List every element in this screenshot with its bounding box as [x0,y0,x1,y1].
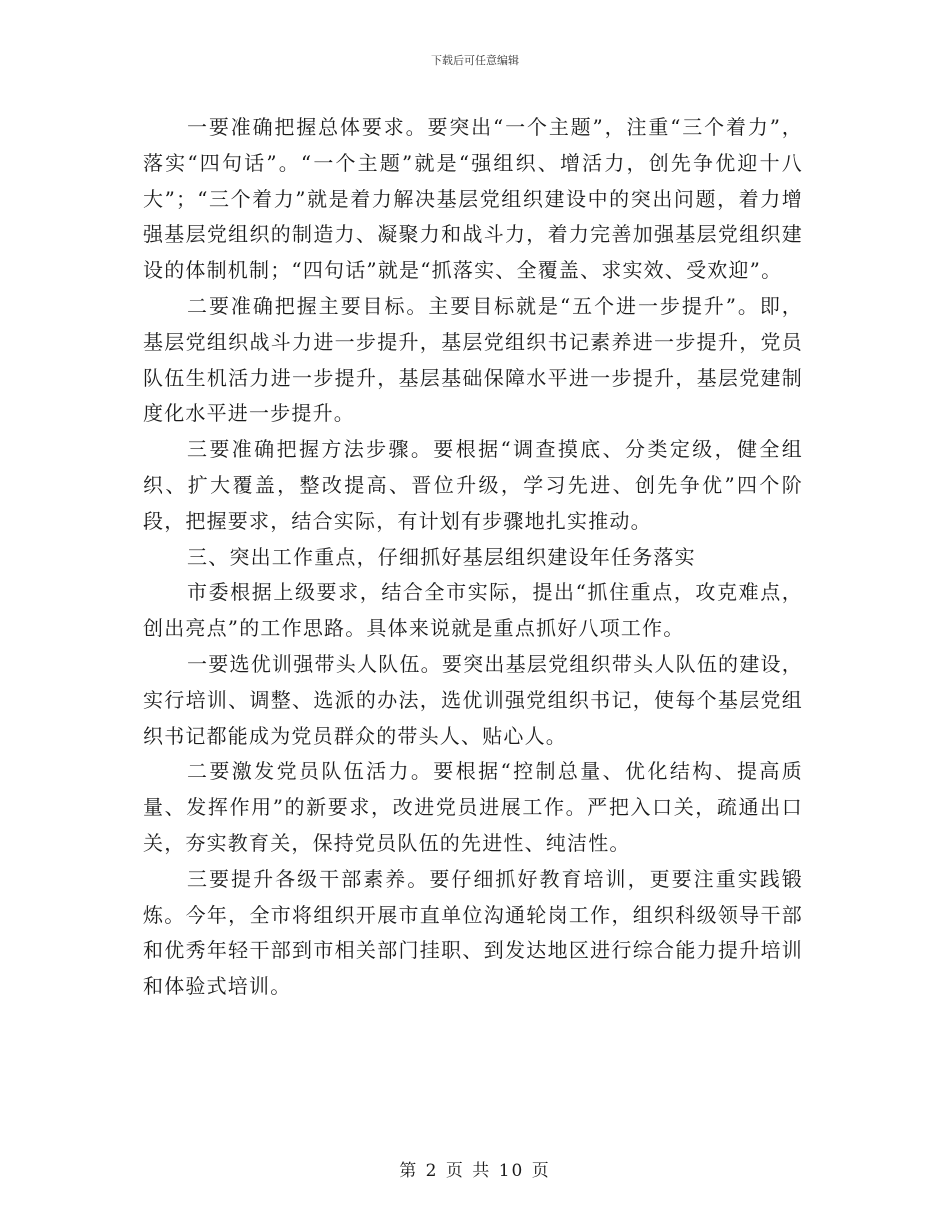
document-body [143,110,803,1005]
paragraph-3: 三要准确把握方法步骤。要根据“调查摸底、分类定级，健全组织、扩大覆盖，整改提高、晋位升级，学习先进、创先争优”四个阶段，把握要求，结合实际，有计划有步骤地扎实推动。 [143,437,803,533]
paragraph-7: 三要提升各级干部素养。要仔细抓好教育培训，更要注重实践锻炼。今年，全市将组织开展市直单位沟通轮岗工作，组织科级领导干部和优秀年轻干部到市相关部门挂职、到发达地区进行综合能力提升培训和体验式培训。 [143,866,803,999]
paragraph-4: 市委根据上级要求，结合全市实际，提出“抓住重点，攻克难点，创出亮点”的工作思路。具体来说就是重点抓好八项工作。 [143,580,803,641]
page-header: 下载后可任意编辑 [431,54,519,67]
section-heading: 三、突出工作重点，仔细抓好基层组织建设年任务落实 [187,544,696,569]
paragraph-5: 一要选优训强带头人队伍。要突出基层党组织带头人队伍的建设，实行培训、调整、选派的办法，选优训强党组织书记，使每个基层党组织书记都能成为党员群众的带头人、贴心人。 [143,651,803,748]
page-number: 第 2 页 共 10 页 [399,1161,551,1181]
paragraph-1: 一要准确把握总体要求。要突出“一个主题”，注重“三个着力”，落实“四句话”。“一个主题”就是“强组织、增活力，创先争优迎十八大”；“三个着力”就是着力解决基层党组织建设中的突出问题，着力增强基层党组织的制造力、凝聚力和战斗力，着力完善加强基层党组织建设的体制机制；“四句话”就是“抓落实、全覆盖、求实效、受欢迎”。 [143,115,803,283]
paragraph-2: 二要准确把握主要目标。主要目标就是“五个进一步提升”。即，基层党组织战斗力进一步提升，基层党组织书记素养进一步提升，党员队伍生机活力进一步提升，基层基础保障水平进一步提升，基层党建制度化水平进一步提升。 [143,293,803,426]
paragraph-6: 二要激发党员队伍活力。要根据“控制总量、优化结构、提高质量、发挥作用”的新要求，改进党员进展工作。严把入口关，疏通出口关，夯实教育关，保持党员队伍的先进性、纯洁性。 [143,759,803,855]
